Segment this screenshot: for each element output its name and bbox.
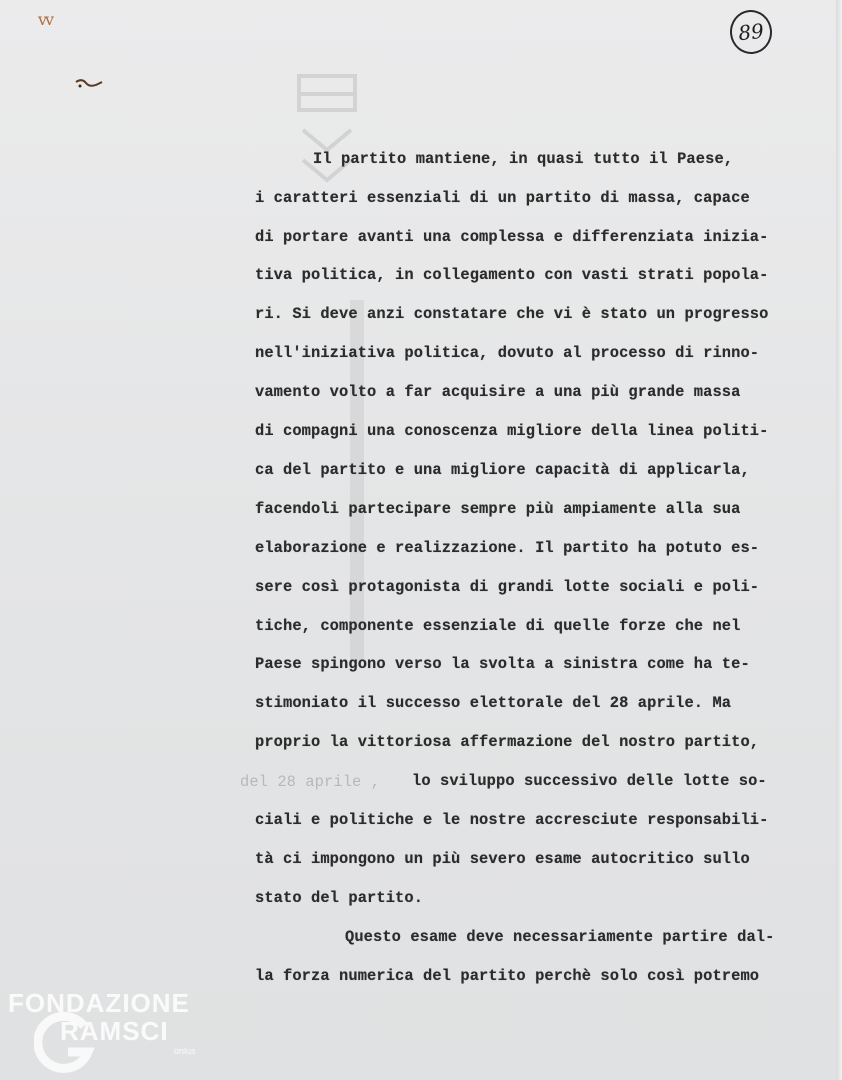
text-line: di compagni una conoscenza migliore della linea politi- bbox=[255, 422, 769, 440]
fondazione-gramsci-watermark bbox=[8, 988, 218, 1076]
text-line: di portare avanti una complessa e differenziata inizia- bbox=[255, 228, 769, 246]
page-number: 89 bbox=[728, 8, 774, 56]
text-line: la forza numerica del partito perchè solo così potremo bbox=[255, 967, 760, 985]
text-line: ca del partito e una migliore capacità di applicarla, bbox=[255, 461, 750, 479]
text-line: vamento volto a far acquisire a una più grande massa bbox=[255, 383, 741, 401]
text-line: stato del partito. bbox=[255, 889, 424, 907]
ink-smudge bbox=[74, 76, 104, 90]
text-line: lo sviluppo successivo delle lotte so- bbox=[412, 772, 767, 790]
struck-fragment: del 28 aprile , bbox=[240, 773, 381, 791]
text-line: tiche, componente essenziale di quelle forze che nel bbox=[255, 617, 741, 635]
margin-mark: vv bbox=[38, 10, 53, 29]
bleed-through-mark bbox=[295, 70, 365, 190]
text-line: sere così protagonista di grandi lotte sociali e poli- bbox=[255, 578, 760, 596]
text-line: elaborazione e realizzazione. Il partito ha potuto es- bbox=[255, 539, 760, 557]
text-line: nell'iniziativa politica, dovuto al processo di rinno- bbox=[255, 344, 760, 362]
text-line: Il partito mantiene, in quasi tutto il Paese, bbox=[313, 150, 734, 168]
watermark-line3: onlus bbox=[174, 1046, 196, 1056]
text-line: facendoli partecipare sempre più ampiamente alla sua bbox=[255, 500, 741, 518]
watermark-line2: RAMSCI bbox=[60, 1016, 169, 1046]
text-line: tiva politica, in collegamento con vasti strati popola- bbox=[255, 266, 769, 284]
watermark-line1: FONDAZIONE bbox=[8, 988, 190, 1018]
text-line: Paese spingono verso la svolta a sinistra come ha te- bbox=[255, 655, 750, 673]
text-line: Questo esame deve necessariamente partire dal- bbox=[345, 928, 775, 946]
text-line: proprio la vittoriosa affermazione del nostro partito, bbox=[255, 733, 760, 751]
text-line: i caratteri essenziali di un partito di massa, capace bbox=[255, 189, 750, 207]
text-line: ri. Si deve anzi constatare che vi è stato un progresso bbox=[255, 305, 769, 323]
text-line: ciali e politiche e le nostre accresciute responsabili- bbox=[255, 811, 769, 829]
text-line: stimoniato il successo elettorale del 28 aprile. Ma bbox=[255, 694, 732, 712]
text-line: tà ci impongono un più severo esame autocritico sullo bbox=[255, 850, 750, 868]
